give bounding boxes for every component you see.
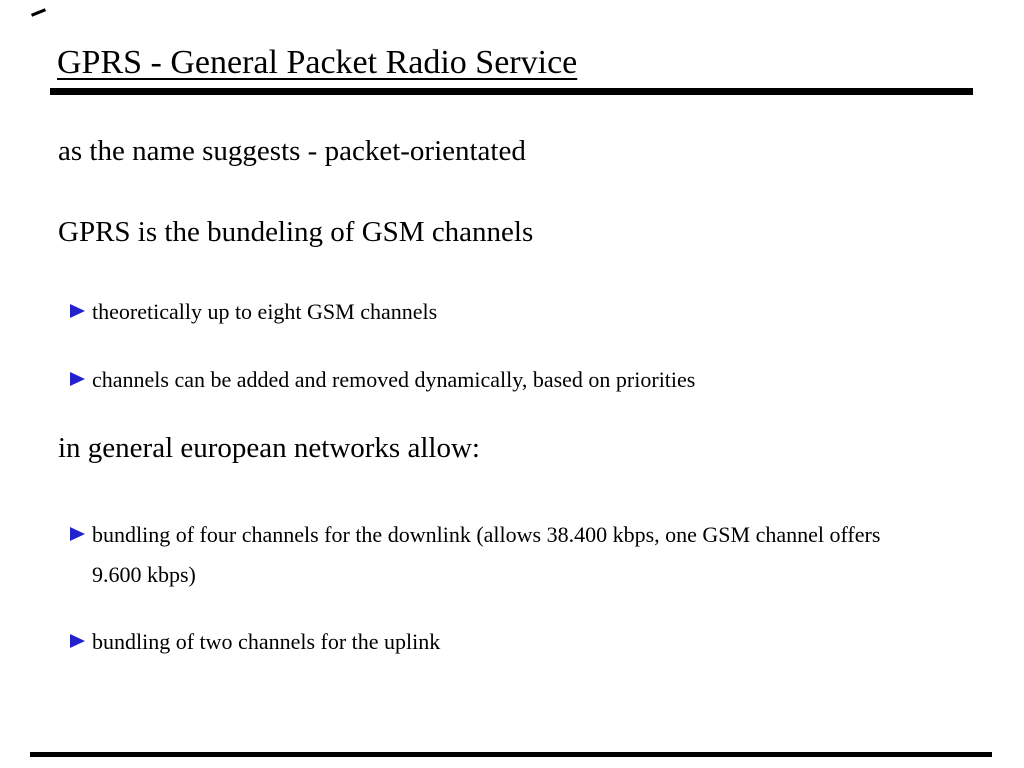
footer-divider-rule xyxy=(30,752,992,757)
bullet-text: bundling of four channels for the downlink (allows 38.400 kbps, one GSM channel offers 9.600 kbps) xyxy=(92,522,881,587)
bullet-triangle-icon xyxy=(70,304,85,318)
bullet-triangle-icon xyxy=(70,372,85,386)
bullet-item xyxy=(70,360,695,400)
intro-line: as the name suggests - packet-orientated xyxy=(58,135,526,167)
bullet-item xyxy=(70,622,440,662)
section2-heading: in general european networks allow: xyxy=(58,432,480,464)
bullet-item xyxy=(70,292,437,332)
bullet-triangle-icon xyxy=(70,634,85,648)
bullet-triangle-icon xyxy=(70,527,85,541)
bullet-text: bundling of two channels for the uplink xyxy=(92,629,441,654)
slide-title: GPRS - General Packet Radio Service xyxy=(57,44,578,81)
bullet-item xyxy=(70,515,932,595)
section1-heading: GPRS is the bundeling of GSM channels xyxy=(58,216,534,248)
title-divider-rule xyxy=(50,88,973,95)
bullet-text: theoretically up to eight GSM channels xyxy=(92,299,438,324)
bullet-text: channels can be added and removed dynamically, based on priorities xyxy=(92,367,696,392)
corner-artifact-mark xyxy=(31,8,46,16)
